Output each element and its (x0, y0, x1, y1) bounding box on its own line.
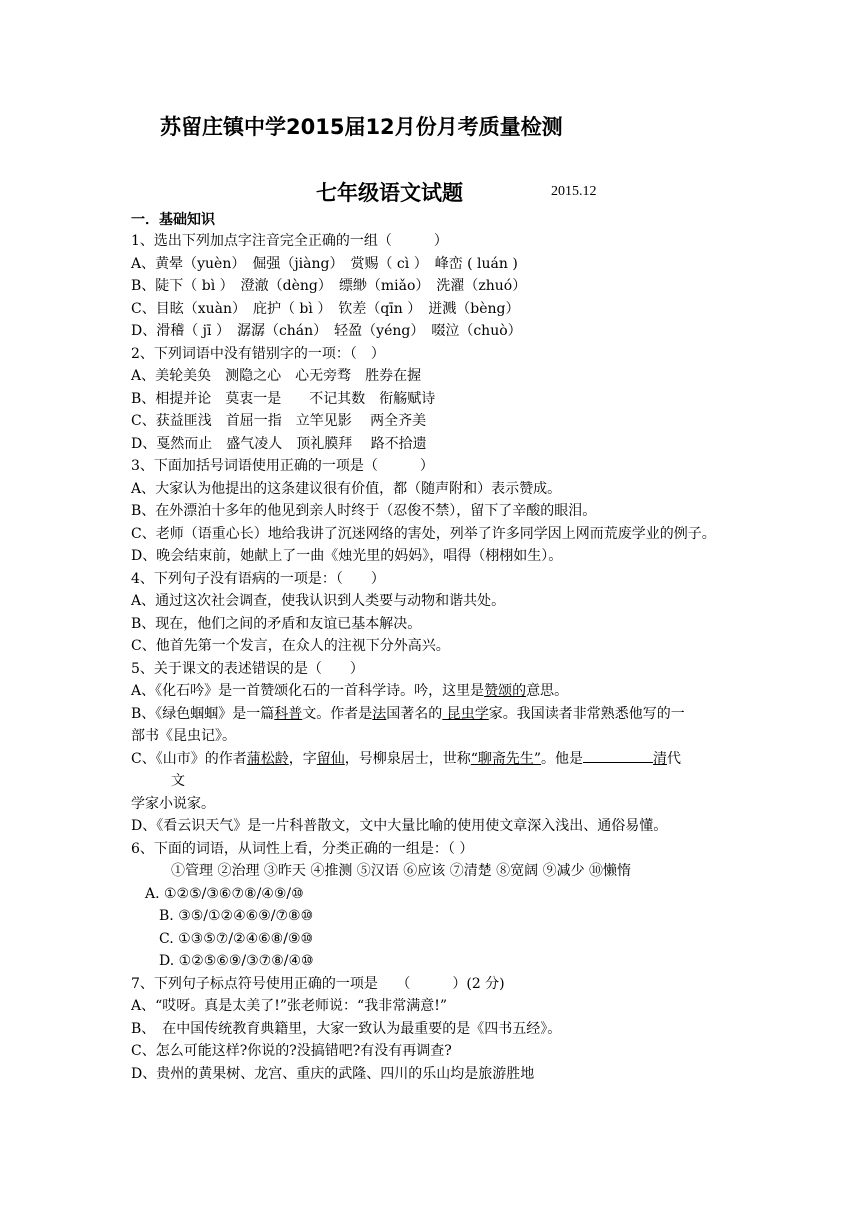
q6-stem: 6、下面的词语，从词性上看，分类正确的一组是：（ ） (131, 840, 474, 857)
q5-b-underlined-2: 法 (372, 705, 387, 722)
section-heading: 一．基础知识 (131, 212, 215, 228)
q5-c-underlined-1: 蒲松龄 (246, 750, 289, 767)
q1-option-d: D、滑稽（ jī ） 潺潺（chán） 轻盈（yéng） 啜泣（chuò） (131, 323, 522, 339)
q5-option-c (131, 748, 731, 771)
q7-option-c: C、怎么可能这样?你说的?没搞错吧?有没有再调查? (131, 1043, 452, 1059)
q5-b-text-3: 国著名的 (386, 705, 443, 722)
q2-option-a: A、美轮美奂 测隐之心 心无旁骛 胜券在握 (131, 368, 422, 384)
q5-a-underlined: 赞颂的 (484, 683, 527, 699)
exam-title: 苏留庄镇中学2015届12月份月考质量检测 (160, 115, 563, 139)
q2-option-b: B、相提并论 莫衷一是 不记其数 衔觞赋诗 (131, 390, 436, 407)
q5-c-underlined-4: 清 (653, 750, 668, 767)
q5-c-text: C、《山市》的作者 (131, 750, 247, 767)
q1-stem: 1、选出下列加点字注音完全正确的一组（ ） (131, 233, 448, 249)
q5-b-text: B、《绿色蝈蝈》是一篇 (131, 705, 275, 722)
q3-option-a: A、大家认为他提出的这条建议很有价值，都（随声附和）表示赞成。 (131, 480, 562, 497)
q6-option-b: B. ③⑤/①②④⑥⑨/⑦⑧⑩ (159, 908, 314, 924)
q4-stem: 4、下列句子没有语病的一项是：（ ） (131, 570, 385, 587)
q6-option-d: D. ①②⑤⑥⑨/③⑦⑧/④⑩ (159, 953, 314, 969)
q7-option-d: D、贵州的黄果树、龙宫、重庆的武隆、四川的乐山均是旅游胜地 (131, 1065, 535, 1082)
q2-option-d: D、戛然而止 盛气凌人 顶礼膜拜 路不拾遗 (131, 435, 427, 452)
q5-c-text-4: 。他是 (541, 750, 584, 767)
q5-c-blank (583, 748, 653, 763)
exam-date: 2015.12 (551, 184, 597, 199)
q5-c-underlined-2: 留仙 (316, 750, 345, 767)
q4-option-b: B、现在，他们之间的矛盾和友谊已基本解决。 (131, 615, 422, 632)
q3-option-c: C、老师（语重心长）地给我讲了沉迷网络的害处，列举了许多同学因上网而荒废学业的例子。 (131, 525, 716, 542)
q5-c-text-5: 代 (667, 750, 682, 767)
q5-c-text-2: ，字 (288, 750, 317, 767)
q5-b-underlined-3: 昆虫学 (442, 705, 489, 722)
q5-option-d: D、《看云识天气》是一片科普散文，文中大量比喻的使用使文章深入浅出、通俗易懂。 (131, 818, 668, 834)
q2-stem: 2、下列词语中没有错别字的一项：（ ） (131, 345, 385, 362)
q6-option-c: C. ①③⑤⑦/②④⑥⑧/⑨⑩ (159, 930, 314, 947)
q3-option-b: B、在外漂泊十多年的他见到亲人时终于（忍俊不禁），留下了辛酸的眼泪。 (131, 503, 597, 519)
q3-stem: 3、下面加括号词语使用正确的一项是（ ） (131, 458, 434, 474)
q5-option-b (131, 703, 731, 726)
question-body (131, 230, 731, 1085)
q4-option-a: A、通过这次社会调查，使我认识到人类要与动物和谐共处。 (131, 593, 506, 609)
q5-b-text-4: 家。我国读者非常熟悉他写的一 (488, 705, 685, 722)
q7-option-a: A、“哎呀。真是太美了!”张老师说：“我非常满意!” (131, 998, 447, 1014)
q4-option-c: C、他首先第一个发言，在众人的注视下分外高兴。 (131, 638, 450, 654)
q6-option-a: A. ①②⑤/③⑥⑦⑧/④⑨/⑩ (145, 885, 304, 902)
q1-option-c: C、目眩（xuàn） 庇护（ bì ） 钦差（qīn ） 迸溅（bèng） (131, 300, 520, 317)
q5-a-text: A、《化石吟》是一首赞颂化石的一首科学诗。吟，这里是 (131, 683, 485, 699)
q5-option-b-cont: 部书《昆虫记》。 (131, 728, 236, 744)
q5-b-text-2: 文。作者是 (302, 705, 373, 722)
q5-option-c-cont-2: 学家小说家。 (131, 795, 215, 812)
q5-c-underlined-3: “聊斋先生” (470, 750, 542, 767)
q7-stem: 7、下列句子标点符号使用正确的一项是 （ ）(2 分) (131, 975, 505, 992)
q2-option-c: C、获益匪浅 首屈一指 立竿见影 两全齐美 (131, 413, 427, 429)
q1-option-a: A、黄晕（yuèn） 倔强（jiàng） 赏赐（ cì ） 峰峦 ( luán ) (131, 255, 518, 272)
exam-subtitle: 七年级语文试题 (316, 181, 463, 205)
q5-c-text-3: ，号柳泉居士，世称 (344, 750, 471, 767)
q5-b-underlined-1: 科普 (274, 705, 303, 722)
q5-stem: 5、关于课文的表述错误的是（ ） (131, 660, 364, 677)
q7-option-b: B、 在中国传统教育典籍里，大家一致认为最重要的是《四书五经》。 (131, 1020, 562, 1037)
q5-option-c-cont: 文 (171, 773, 185, 789)
q1-option-b: B、陡下（ bì ） 澄澈（dèng） 缥缈（miǎo） 洗濯（zhuó） (131, 278, 527, 294)
q6-word-list: ①管理 ②治理 ③昨天 ④推测 ⑤汉语 ⑥应该 ⑦清楚 ⑧宽阔 ⑨减少 ⑩懒惰 (171, 863, 632, 879)
q3-option-d: D、晚会结束前，她献上了一曲《烛光里的妈妈》，唱得（栩栩如生）。 (131, 548, 563, 564)
q5-option-a (131, 680, 731, 703)
q5-a-text-end: 意思。 (526, 683, 569, 699)
